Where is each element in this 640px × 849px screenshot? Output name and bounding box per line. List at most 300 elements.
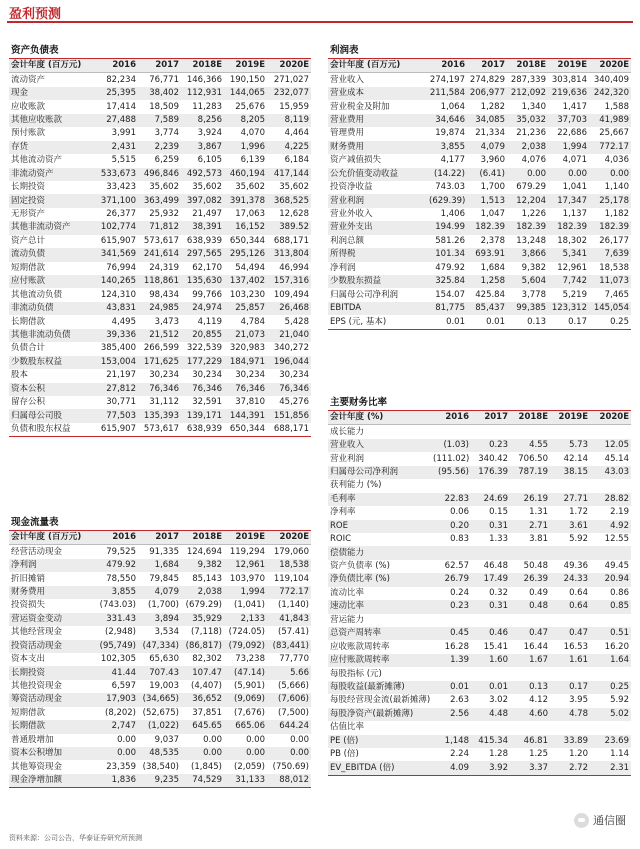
row-label: 股本 [11,370,29,381]
row-label: 每股经营现金流(最新摊薄) [330,695,431,706]
income-statement-panel [328,44,631,330]
header-year: 2019E [550,411,590,425]
cell-value [550,479,590,492]
row-label: 营业收入 [330,74,365,85]
cell-value: (679.29) [185,600,222,611]
cell-value: 693.91 [467,248,507,261]
cell-value: 0.25 [590,681,631,694]
header-label: 会计年度 (百万元) [9,59,95,73]
cell-value [471,479,510,492]
row-label: 普通股增加 [11,734,54,745]
cell-value: 3.37 [510,761,550,774]
cell-value: 103,230 [229,289,265,300]
cell-value: 1.28 [489,749,508,760]
table-row [9,73,311,87]
table-row [328,73,631,87]
cell-value: 1,258 [467,275,507,288]
row-label: 折旧摊销 [11,573,46,584]
header-year: 2016 [431,411,471,425]
table-row [328,587,631,600]
row-label: 非流动资产 [9,168,95,181]
table-row [9,302,311,315]
cell-value: 1,700 [480,182,505,193]
cell-value: 37,810 [235,397,265,408]
row-label: 其他筹资现金 [11,761,63,772]
header-year: 2018E [181,59,224,73]
cell-value: (52,675) [142,707,179,718]
cell-value: 3,924 [197,128,222,139]
row-label: 营运资金变动 [9,613,95,626]
cell-value: 5.02 [590,708,631,721]
cell-value: 1,417 [562,101,587,112]
cell-value: 5.73 [550,439,590,452]
cell-value: 151,856 [267,409,311,422]
cell-value: 190,150 [229,74,265,85]
row-label: 毛利率 [328,493,431,506]
cell-value: 340,272 [273,343,309,354]
header-year: 2019E [548,59,589,73]
cell-value: (724.05) [228,627,265,638]
row-label: 营业收入 [328,439,431,452]
cell-value: 4,784 [240,316,265,327]
cell-value: 0.25 [610,316,629,327]
cell-value [471,425,510,439]
cell-value: (8,202) [105,707,136,718]
cell-value: 297,565 [181,248,224,261]
cell-value: 415.34 [471,735,510,748]
header-year: 2018E [507,59,548,73]
header-year: 2020E [267,531,311,545]
cell-value: 274,829 [469,74,505,85]
cell-value: 0.31 [471,600,510,613]
cell-value: 313,804 [267,248,311,261]
cell-value: 27,488 [95,114,138,127]
row-label: 其他流动资产 [11,155,63,166]
cell-value: 0.01 [486,316,505,327]
row-label: 营业外支出 [328,221,427,234]
cell-value: 8,256 [181,114,224,127]
table-row [9,315,311,328]
cell-value: 38.15 [550,466,590,479]
cell-value: 1,513 [467,194,507,207]
cell-value: 17.49 [471,573,510,586]
row-label: 其他投资现金 [11,681,63,692]
cell-value: 0.46 [471,627,510,640]
cell-value [510,425,550,439]
row-label: 成长能力 [330,426,365,437]
wechat-icon [574,813,589,828]
row-label: 现金净增加额 [9,774,95,787]
table-row [328,114,631,127]
table-row [9,707,311,720]
cell-value: 320,983 [229,343,265,354]
table-row [328,288,631,301]
row-label: 归属母公司净利润 [330,289,399,300]
row-label: 净利润 [330,262,356,273]
cell-value: 665.06 [224,720,267,733]
cell-value: 102,305 [100,654,136,665]
cell-value: 32,591 [192,397,222,408]
cell-value: 62,170 [192,262,222,273]
cell-value: 24.33 [550,573,590,586]
cell-value: 140,265 [95,275,138,288]
cell-value: 49.36 [563,561,588,572]
row-label: 管理费用 [330,128,365,139]
cell-value: 12.55 [604,534,629,545]
cell-value: 18,538 [599,262,629,273]
cell-value: 0.47 [550,627,590,640]
cell-value: 7,465 [604,289,629,300]
row-label: EV_EBITDA (倍) [328,761,431,774]
panel-bottom-rule [9,787,311,788]
cell-value: 0.83 [450,534,469,545]
cell-value: 1,282 [480,101,505,112]
table-row [9,288,311,301]
row-label: 资本公积 [9,383,95,396]
cell-value: 17,903 [95,693,138,706]
row-label: 获利能力 (%) [330,480,382,491]
cell-value: 0.51 [590,627,631,640]
cell-value: 6,597 [111,681,136,692]
row-label: 总资产周转率 [328,627,431,640]
cell-value: 24,985 [138,302,181,315]
table-row [328,493,631,506]
cell-value: 340,409 [593,74,629,85]
cell-value: 0.47 [510,627,550,640]
cell-value: 153,004 [95,356,138,369]
cell-value: 3,855 [95,586,138,599]
row-label: 应收账款周转率 [330,641,390,652]
row-label: 营业外收入 [330,209,373,220]
cell-value: (7,500) [278,707,309,718]
cell-value: 2.56 [431,708,471,721]
table-row [9,586,311,599]
cell-value [590,479,631,492]
cell-value: 25,667 [599,128,629,139]
cell-value: 2.19 [610,507,629,518]
cell-value: 24,974 [181,302,224,315]
cell-value: 4,177 [440,155,465,166]
cell-value: 0.17 [568,316,587,327]
cell-value: 2.31 [590,761,631,774]
cell-value: 36,652 [181,693,224,706]
cell-value: 1.61 [550,654,590,667]
cell-value: 341,569 [95,248,138,261]
cell-value: 325.84 [427,275,467,288]
header-year: 2017 [138,59,181,73]
cell-value: 460,194 [224,168,267,181]
cell-value: 3,774 [154,128,179,139]
table-header-row [328,59,631,73]
cell-value: 81,775 [427,302,467,315]
cell-value: 124,694 [186,546,222,557]
row-label: 营业利润 [330,453,365,464]
cell-value: 650,344 [229,424,265,435]
cell-value: 0.00 [203,734,222,745]
cell-value: 124,310 [100,289,136,300]
cell-value: 9,037 [154,734,179,745]
cell-value: 48,535 [138,747,181,760]
cell-value: 5.92 [610,695,629,706]
cell-value: 101.34 [427,248,467,261]
cell-value: 3.61 [550,520,590,533]
table-row [328,141,631,154]
cell-value: 30,234 [192,370,222,381]
cell-value [431,667,471,680]
cell-value: 4,036 [604,155,629,166]
row-label: 应付账款 [9,275,95,288]
cell-value: 1,836 [95,774,138,787]
row-label: 筹资活动现金 [9,693,95,706]
row-label: 现金 [9,87,95,100]
cell-value: 1.25 [529,749,548,760]
cell-value: 2.24 [450,749,469,760]
header-year: 2017 [471,411,510,425]
row-label: 固定投资 [9,194,95,207]
table-row [328,506,631,519]
table-row [328,721,631,734]
cell-value: 21,236 [516,128,546,139]
row-label: 流动负债 [9,248,95,261]
cell-value: 74,529 [181,774,224,787]
cell-value: 274,197 [429,74,465,85]
cell-value: 206,977 [467,87,507,100]
cell-value: (629.39) [427,194,467,207]
cell-value: 1,148 [431,735,471,748]
cell-value: 1,588 [604,101,629,112]
table-row [328,221,631,234]
cell-value: 5.66 [267,666,311,679]
cell-value: (7,676) [234,707,265,718]
row-label: 营业税金及附加 [330,101,390,112]
cell-value: 30,234 [279,370,309,381]
cell-value: 0.00 [246,734,265,745]
watermark [574,812,626,828]
row-label: 预付账款 [11,128,46,139]
row-label: 净利润 [9,559,95,572]
cell-value: 1.33 [489,534,508,545]
row-label: EBITDA [328,302,427,315]
table-row [328,560,631,573]
cell-value: 31,112 [149,397,179,408]
cell-value: 4,495 [111,316,136,327]
row-label: 其他流动负债 [11,289,63,300]
row-label: 短期借款 [11,262,46,273]
cell-value [431,614,471,627]
cell-value: 7,639 [589,248,631,261]
cell-value: 21,497 [192,209,222,220]
cell-value: 1,340 [521,101,546,112]
row-label: 资本公积增加 [9,747,95,760]
cell-value: 425.84 [475,289,505,300]
cell-value: 3,894 [138,613,181,626]
cell-value: 3,534 [154,627,179,638]
cell-value: 363,499 [138,194,181,207]
cell-value: 9,382 [521,262,546,273]
table-header-row [9,59,311,73]
cell-value: 99,385 [507,302,548,315]
row-label: 偿债能力 [328,546,431,559]
cell-value: (86,817) [181,640,224,653]
cell-value: 5.92 [569,534,588,545]
cell-value: (95,749) [95,640,138,653]
table-row [9,248,311,261]
table-row [9,409,311,422]
panel-bottom-rule [9,436,311,437]
table-row [9,653,311,666]
table-row [328,127,631,140]
table-row [328,600,631,613]
cell-value: 123,312 [548,302,589,315]
cell-value: 2,133 [224,613,267,626]
cell-value: 146,366 [186,74,222,85]
table-row [328,640,631,653]
table-row [9,356,311,369]
cell-value: 18,302 [557,235,587,246]
cell-value: (1,041) [234,600,265,611]
table-row [9,747,311,760]
cell-value: (47,334) [138,640,181,653]
cell-value: 22,686 [557,128,587,139]
cell-value: 27,812 [95,383,138,396]
table-row [9,680,311,693]
cell-value: 9,382 [181,559,224,572]
cell-value: 0.23 [431,600,471,613]
table-row [328,168,631,181]
cell-value: 385,400 [100,343,136,354]
cell-value: (1.03) [431,439,471,452]
cell-value: 112,931 [181,87,224,100]
cell-value: 73,238 [235,654,265,665]
cell-value: 4,464 [284,128,309,139]
table-row [9,545,311,559]
row-label: 资本支出 [11,654,46,665]
cell-value: 3,867 [181,141,224,154]
table-row [328,100,631,113]
cell-value: (9,069) [224,693,267,706]
cell-value: 2.71 [510,520,550,533]
cell-value: 479.92 [95,559,138,572]
cell-value [510,614,550,627]
cell-value: 13,248 [516,235,546,246]
cell-value: 0.64 [569,587,588,598]
cell-value: 1.31 [529,507,548,518]
cell-value: 144,065 [224,87,267,100]
cell-value: (95.56) [431,466,471,479]
cell-value: 176.39 [471,466,510,479]
header-year: 2016 [427,59,467,73]
ratios-table [328,411,631,775]
cell-value: 0.13 [510,681,550,694]
cell-value: 46,994 [279,262,309,273]
cell-value: 46.48 [483,561,508,572]
cell-value: 17,347 [548,194,589,207]
cell-value: 2,038 [181,586,224,599]
cell-value: 26.39 [510,573,550,586]
row-label: 估值比率 [330,722,365,733]
income-statement-table [328,59,631,329]
table-row [328,452,631,465]
cell-value [431,546,471,559]
cell-value: 0.85 [590,600,631,613]
table-row [328,735,631,748]
cell-value: 82,302 [192,654,222,665]
cell-value: 91,335 [149,546,179,557]
cell-value [550,614,590,627]
cash-flow-panel [9,516,311,788]
cell-value: 24.69 [471,493,510,506]
table-row [9,734,311,747]
cell-value: 35,602 [192,182,222,193]
header-label: 会计年度 (百万元) [9,531,95,545]
row-label: 公允价值变动收益 [328,168,427,181]
cell-value: 135,393 [138,409,181,422]
cell-value: 25,857 [224,302,267,315]
row-label: 短期借款 [11,707,46,718]
cell-value [590,721,631,734]
row-label: 净利率 [330,507,356,518]
cell-value: 1,137 [562,209,587,220]
cell-value: 8,119 [267,114,311,127]
cell-value [550,667,590,680]
table-row [9,640,311,653]
cell-value: 179,060 [273,546,309,557]
cell-value: 3,778 [521,289,546,300]
table-row [328,694,631,707]
cell-value: 50.48 [523,561,548,572]
table-row [9,168,311,181]
cell-value: 581.26 [435,235,465,246]
cell-value: 16,152 [224,221,267,234]
cell-value: 119,104 [273,573,309,584]
cell-value: (1,140) [278,600,309,611]
cell-value [510,721,550,734]
cell-value: (5,901) [234,681,265,692]
cell-value: 30,771 [106,397,136,408]
cell-value: 4,071 [562,155,587,166]
cell-value: 118,861 [138,275,181,288]
table-row [328,533,631,546]
cell-value: 42.14 [563,453,588,464]
row-label: 每股收益(最新摊薄) [328,681,431,694]
cash-flow-table [9,531,311,787]
cell-value [590,546,631,559]
cell-value: 33,423 [106,182,136,193]
row-label: 应付账款周转率 [328,654,431,667]
cell-value: 139,171 [181,409,224,422]
row-label: 其他应收账款 [9,114,95,127]
cell-value [431,425,471,439]
cell-value: 21,040 [267,329,311,342]
cell-value: 45.14 [604,453,629,464]
header-year: 2019E [224,531,267,545]
table-header-row [9,531,311,545]
cell-value: 119,294 [229,546,265,557]
table-row [328,275,631,288]
cell-value: 211,584 [427,87,467,100]
cell-value: 107.47 [181,666,224,679]
header-year: 2019E [224,59,267,73]
cell-value: 638,939 [186,235,222,246]
cell-value: 5,515 [111,155,136,166]
cell-value: 0.00 [290,734,309,745]
cell-value: 303,814 [551,74,587,85]
table-row [9,626,311,639]
cell-value: 79,845 [149,573,179,584]
cell-value: 0.00 [95,747,138,760]
row-label: 长期借款 [11,316,46,327]
cell-value: 12,628 [279,209,309,220]
